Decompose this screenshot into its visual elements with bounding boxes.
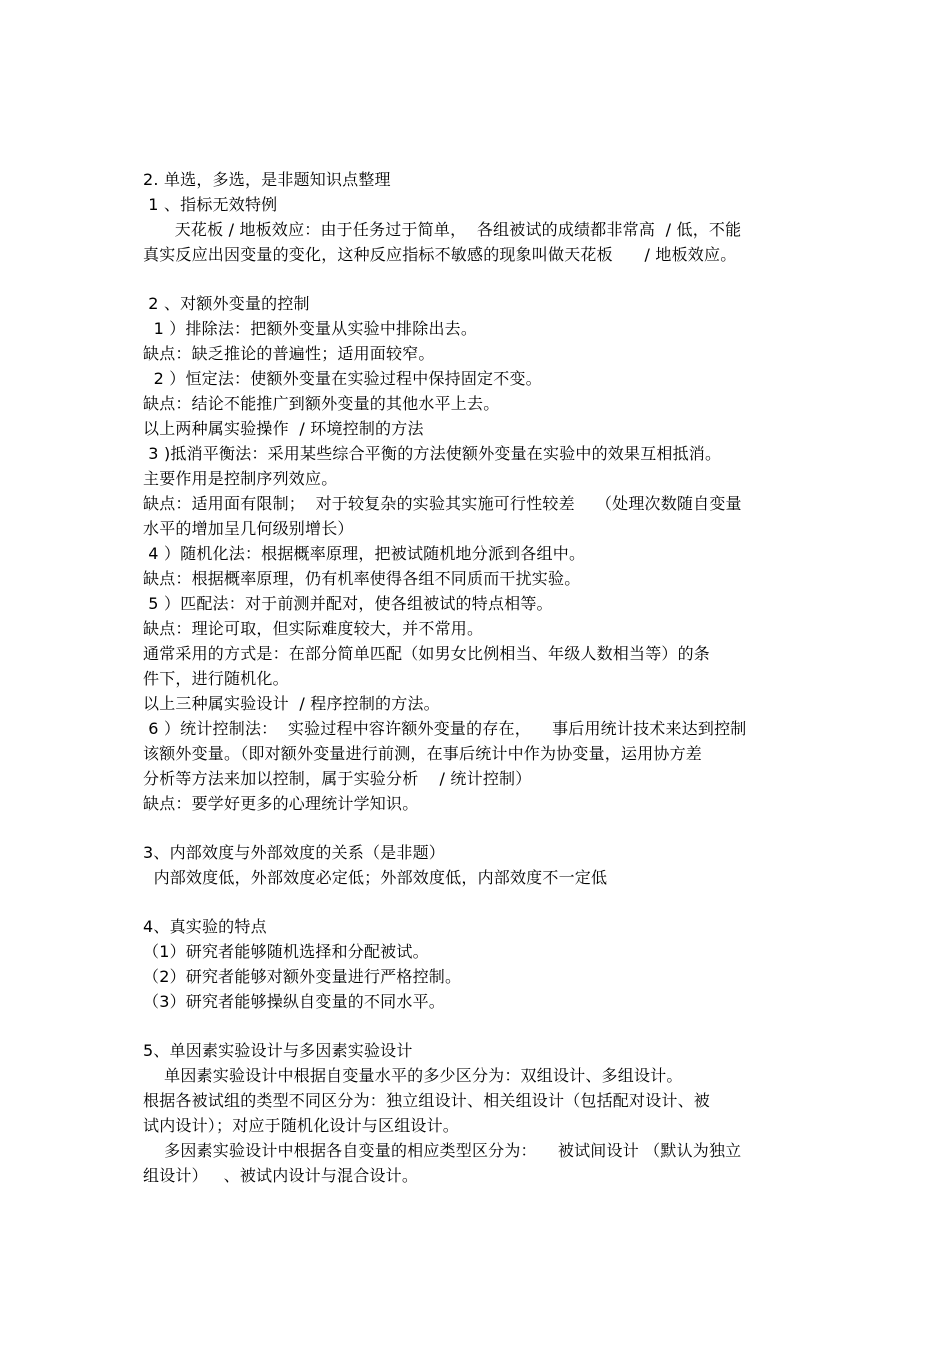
- paragraph-line: 缺点：缺乏推论的普遍性；适用面较窄。: [143, 344, 435, 363]
- paragraph-line: 天花板 / 地板效应：由于任务过于简单， 各组被试的成绩都非常高 / 低，不能: [143, 220, 742, 239]
- list-item: （2）研究者能够对额外变量进行严格控制。: [143, 967, 462, 986]
- section-1-title: 1 、指标无效特例: [143, 195, 278, 214]
- section-5-title: 5、单因素实验设计与多因素实验设计: [143, 1041, 413, 1060]
- paragraph-line: 以上两种属实验操作 / 环境控制的方法: [143, 419, 424, 438]
- paragraph-line: 以上三种属实验设计 / 程序控制的方法。: [143, 694, 440, 713]
- paragraph-line: 6 ）统计控制法： 实验过程中容许额外变量的存在， 事后用统计技术来达到控制: [143, 719, 747, 738]
- paragraph-line: 缺点：根据概率原理，仍有机率使得各组不同质而干扰实验。: [143, 569, 581, 588]
- paragraph-line: 该额外变量。（即对额外变量进行前测，在事后统计中作为协变量，运用协方差: [143, 744, 703, 763]
- paragraph-line: 3 )抵消平衡法：采用某些综合平衡的方法使额外变量在实验中的效果互相抵消。: [143, 444, 722, 463]
- heading-question-types: 2. 单选，多选，是非题知识点整理: [143, 170, 391, 189]
- paragraph-line: 4 ）随机化法：根据概率原理，把被试随机地分派到各组中。: [143, 544, 586, 563]
- section-4-title: 4、真实验的特点: [143, 917, 267, 936]
- paragraph-line: 缺点：适用面有限制； 对于较复杂的实验其实施可行性较差 （处理次数随自变量: [143, 494, 742, 513]
- paragraph-line: 件下，进行随机化。: [143, 669, 289, 688]
- paragraph-line: 内部效度低，外部效度必定低；外部效度低，内部效度不一定低: [143, 868, 608, 887]
- section-2-title: 2 、对额外变量的控制: [143, 294, 310, 313]
- paragraph-line: 根据各被试组的类型不同区分为：独立组设计、相关组设计（包括配对设计、被: [143, 1091, 711, 1110]
- paragraph-line: 缺点：结论不能推广到额外变量的其他水平上去。: [143, 394, 500, 413]
- list-item: （1）研究者能够随机选择和分配被试。: [143, 942, 429, 961]
- paragraph-line: 通常采用的方式是：在部分简单匹配（如男女比例相当、年级人数相当等）的条: [143, 644, 711, 663]
- paragraph-line: 水平的增加呈几何级别增长）: [143, 519, 354, 538]
- paragraph-line: 缺点：理论可取，但实际难度较大，并不常用。: [143, 619, 484, 638]
- paragraph-line: 5 ）匹配法：对于前测并配对，使各组被试的特点相等。: [143, 594, 553, 613]
- paragraph-line: 试内设计）；对应于随机化设计与区组设计。: [143, 1116, 460, 1135]
- paragraph-line: 多因素实验设计中根据各自变量的相应类型区分为： 被试间设计 （默认为独立: [143, 1141, 742, 1160]
- paragraph-line: 单因素实验设计中根据自变量水平的多少区分为：双组设计、多组设计。: [143, 1066, 683, 1085]
- paragraph-line: 2 ）恒定法：使额外变量在实验过程中保持固定不变。: [143, 369, 542, 388]
- paragraph-line: 1 ）排除法：把额外变量从实验中排除出去。: [143, 319, 478, 338]
- section-3-title: 3、内部效度与外部效度的关系（是非题）: [143, 843, 445, 862]
- paragraph-line: 缺点：要学好更多的心理统计学知识。: [143, 794, 419, 813]
- paragraph-line: 真实反应出因变量的变化，这种反应指标不敏感的现象叫做天花板 / 地板效应。: [143, 245, 737, 264]
- list-item: （3）研究者能够操纵自变量的不同水平。: [143, 992, 445, 1011]
- paragraph-line: 组设计） 、被试内设计与混合设计。: [143, 1166, 419, 1185]
- paragraph-line: 主要作用是控制序列效应。: [143, 469, 338, 488]
- paragraph-line: 分析等方法来加以控制，属于实验分析 / 统计控制）: [143, 769, 532, 788]
